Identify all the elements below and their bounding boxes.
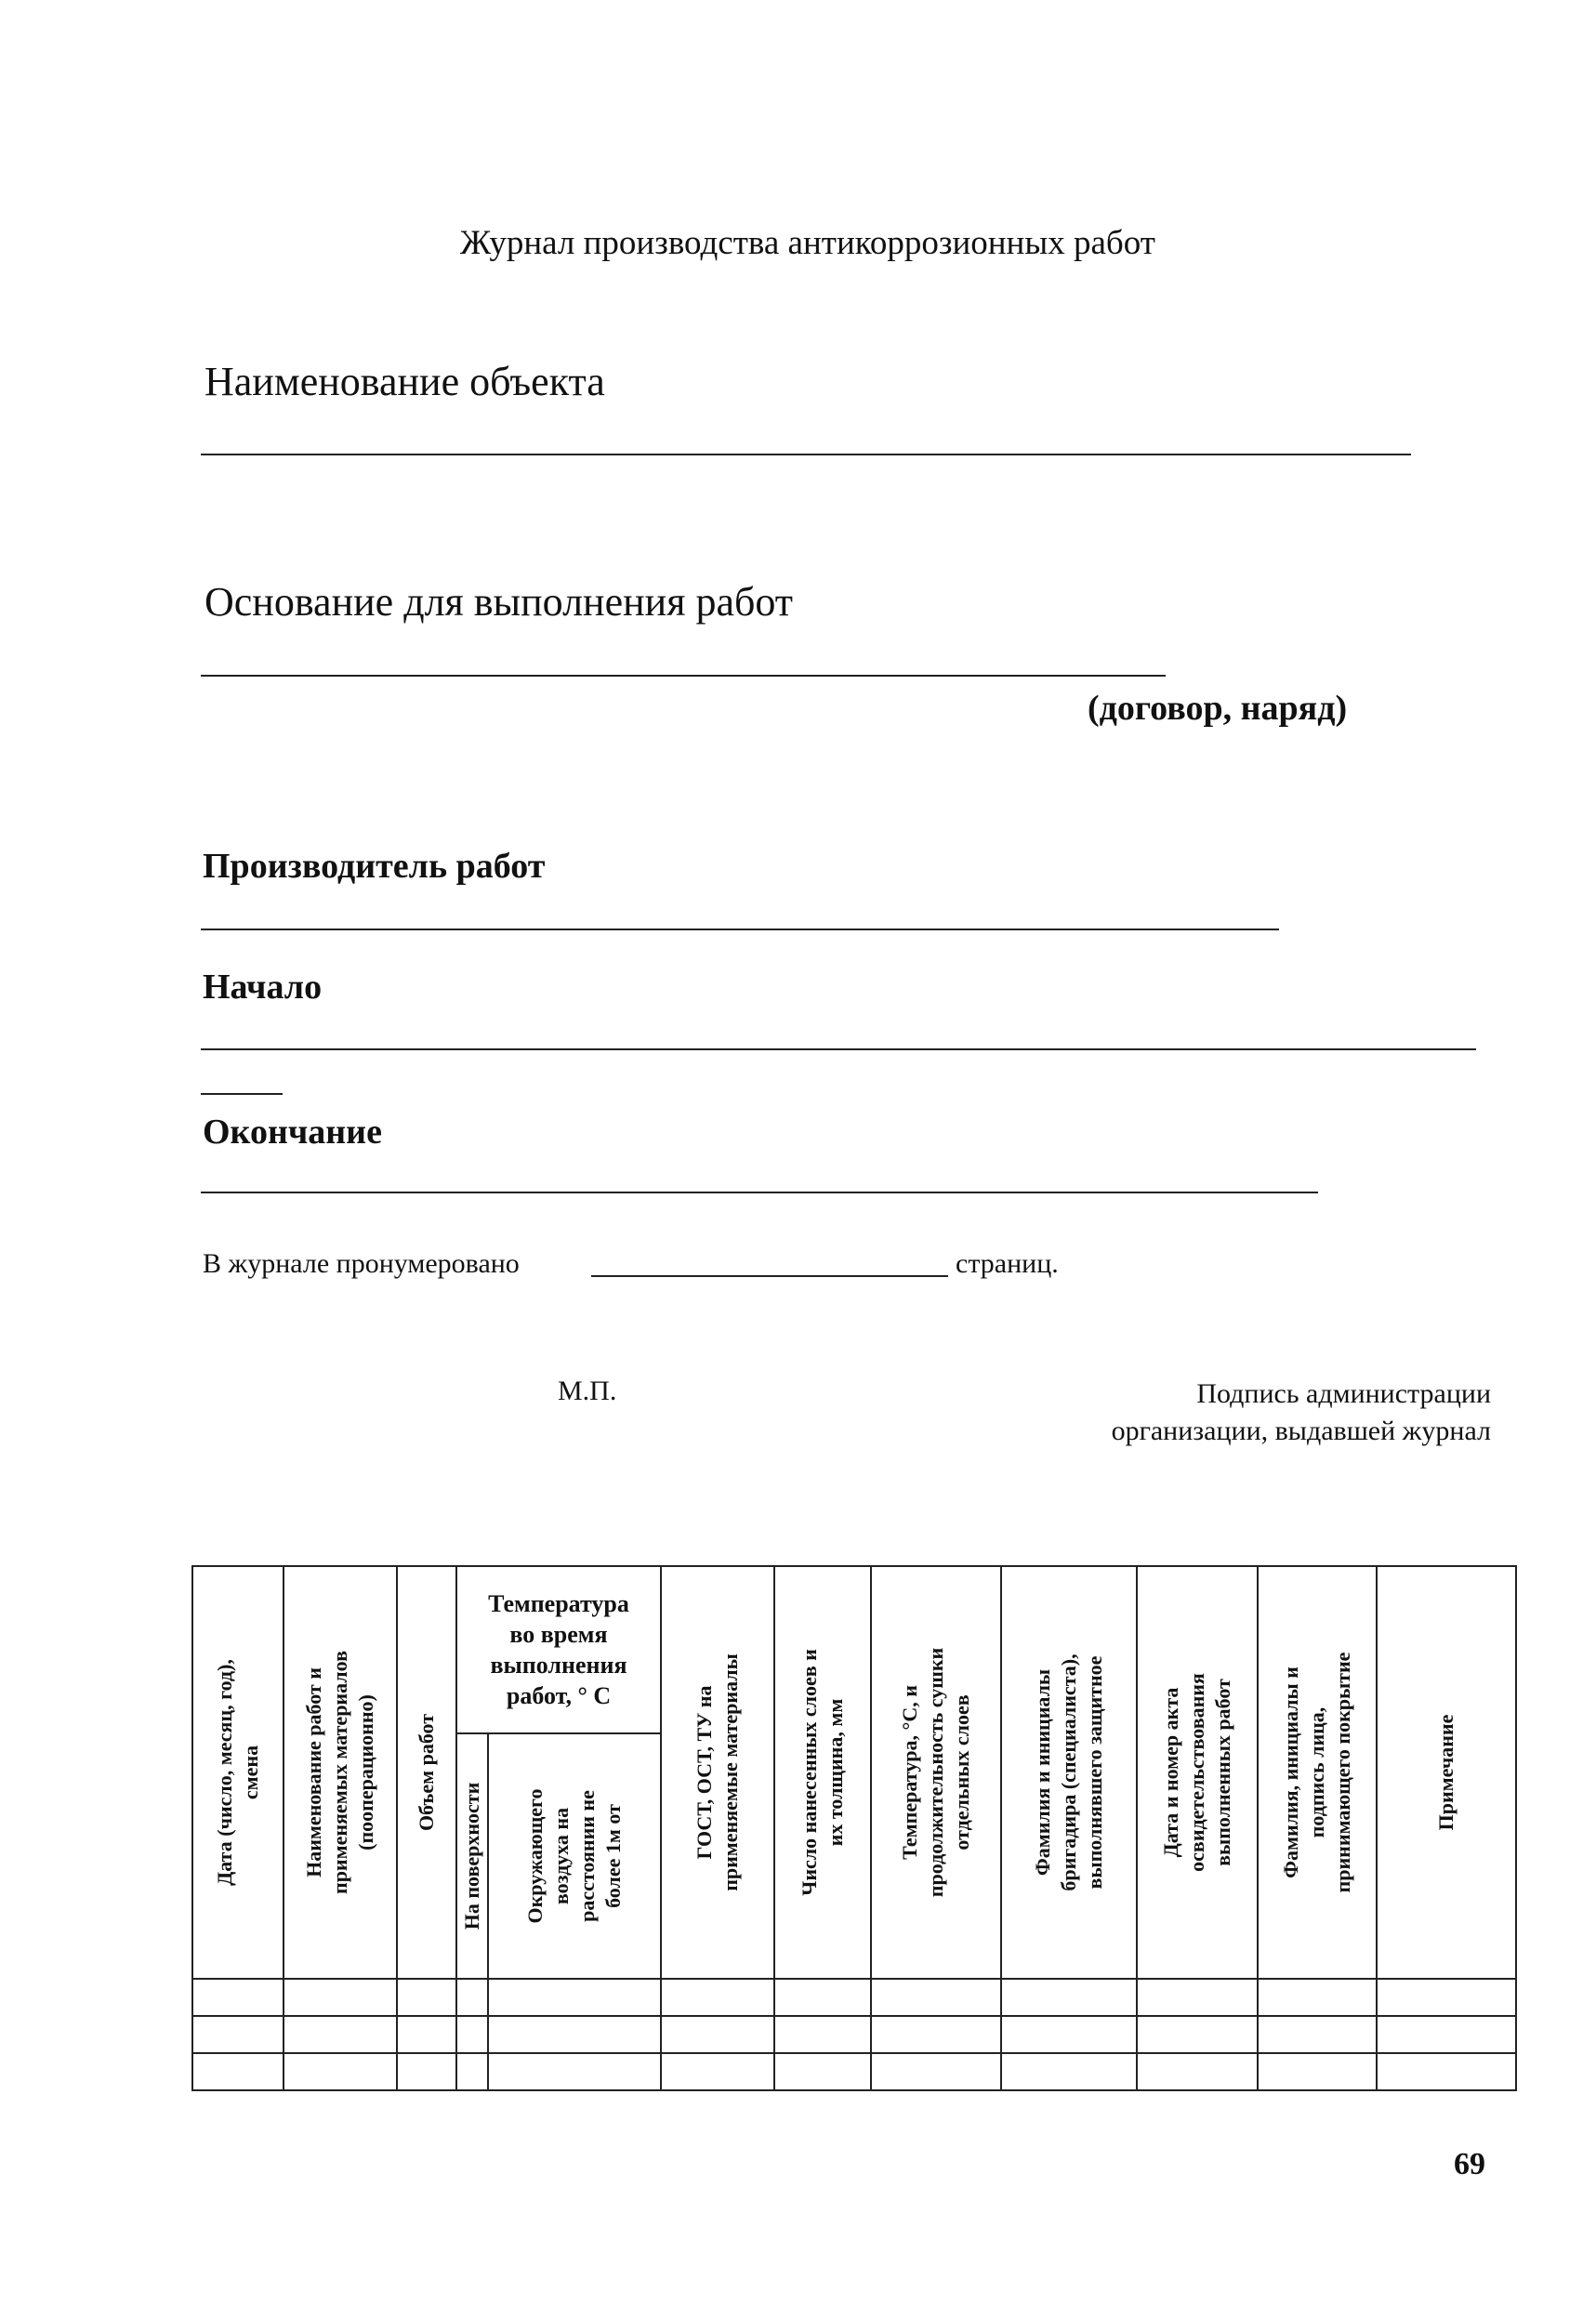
table-cell[interactable] <box>1258 2016 1377 2053</box>
numbered-suffix: страниц. <box>956 1248 1059 1279</box>
header-acceptor: Фамилия, инициалы и подпись лица, принимающего покрытие <box>1258 1566 1377 1979</box>
producer-line <box>201 929 1279 930</box>
header-surface: На поверхности <box>456 1733 488 1979</box>
start-line-tail <box>201 1093 283 1095</box>
header-note: Примечание <box>1377 1566 1516 1979</box>
table-cell[interactable] <box>192 1979 284 2016</box>
table-cell[interactable] <box>774 2016 871 2053</box>
header-foreman: Фамилия и инициалы бригадира (специалиста), выполнявшего защитное <box>1001 1566 1137 1979</box>
table-cell[interactable] <box>397 2053 456 2090</box>
table-cell[interactable] <box>397 1979 456 2016</box>
table-row <box>192 2053 1516 2090</box>
page-number: 69 <box>1454 2147 1485 2181</box>
table-row <box>192 1979 1516 2016</box>
header-drying: Температура, °С, и продолжительность сушки отдельных слоев <box>871 1566 1001 1979</box>
signature-line-2: организации, выдавшей журнал <box>1111 1416 1491 1446</box>
table-cell[interactable] <box>1001 2053 1137 2090</box>
table-cell[interactable] <box>1377 2053 1516 2090</box>
header-volume: Объем работ <box>397 1566 456 1979</box>
numbered-line <box>591 1275 948 1277</box>
table-cell[interactable] <box>488 1979 661 2016</box>
end-label: Окончание <box>203 1113 382 1152</box>
table-cell[interactable] <box>661 2053 774 2090</box>
table-cell[interactable] <box>456 2053 488 2090</box>
document-title: Журнал производства антикоррозионных работ <box>460 224 1155 262</box>
stamp-label: М.П. <box>558 1376 617 1406</box>
table-cell[interactable] <box>488 2053 661 2090</box>
table-cell[interactable] <box>1137 2053 1258 2090</box>
header-air: Окружающего воздуха на расстоянии не более 1м от <box>488 1733 661 1979</box>
log-table <box>191 1565 1517 2091</box>
table-cell[interactable] <box>774 1979 871 2016</box>
table-cell[interactable] <box>1258 2053 1377 2090</box>
producer-label: Производитель работ <box>203 847 546 886</box>
table-cell[interactable] <box>871 2053 1001 2090</box>
basis-label: Основание для выполнения работ <box>204 579 794 625</box>
header-work-name: Наименование работ и применяемых материалов (пооперационно) <box>284 1566 397 1979</box>
table-cell[interactable] <box>661 1979 774 2016</box>
basis-line <box>201 675 1166 677</box>
table-cell[interactable] <box>1001 1979 1137 2016</box>
table-cell[interactable] <box>871 1979 1001 2016</box>
signature-line-1: Подпись администрации <box>1196 1378 1491 1409</box>
header-date: Дата (число, месяц, год), смена <box>192 1566 284 1979</box>
table-cell[interactable] <box>1377 1979 1516 2016</box>
table-cell[interactable] <box>1001 2016 1137 2053</box>
table-cell[interactable] <box>192 2053 284 2090</box>
table-cell[interactable] <box>456 1979 488 2016</box>
header-gost: ГОСТ, ОСТ, ТУ на применяемые материалы <box>661 1566 774 1979</box>
object-line <box>201 454 1411 455</box>
table-cell[interactable] <box>488 2016 661 2053</box>
table-cell[interactable] <box>774 2053 871 2090</box>
table-cell[interactable] <box>661 2016 774 2053</box>
basis-hint: (договор, наряд) <box>1088 689 1348 728</box>
table-cell[interactable] <box>456 2016 488 2053</box>
table-cell[interactable] <box>284 1979 397 2016</box>
start-line <box>201 1048 1476 1050</box>
header-layers: Число нанесенных слоев и их толщина, мм <box>774 1566 871 1979</box>
start-label: Начало <box>203 968 323 1007</box>
table-cell[interactable] <box>1377 2016 1516 2053</box>
table-cell[interactable] <box>397 2016 456 2053</box>
table-cell[interactable] <box>1258 1979 1377 2016</box>
numbered-prefix: В журнале пронумеровано <box>203 1248 520 1279</box>
table-cell[interactable] <box>284 2016 397 2053</box>
table-cell[interactable] <box>192 2016 284 2053</box>
signature-block <box>930 1376 1491 1450</box>
table-row <box>192 2016 1516 2053</box>
object-label: Наименование объекта <box>204 359 605 404</box>
table-cell[interactable] <box>284 2053 397 2090</box>
table-cell[interactable] <box>1137 2016 1258 2053</box>
header-act: Дата и номер акта освидетельствования выполненных работ <box>1137 1566 1258 1979</box>
table-cell[interactable] <box>1137 1979 1258 2016</box>
end-line <box>201 1192 1318 1193</box>
header-temperature: Температура во время выполнения работ, ° С <box>456 1566 661 1733</box>
table-cell[interactable] <box>871 2016 1001 2053</box>
